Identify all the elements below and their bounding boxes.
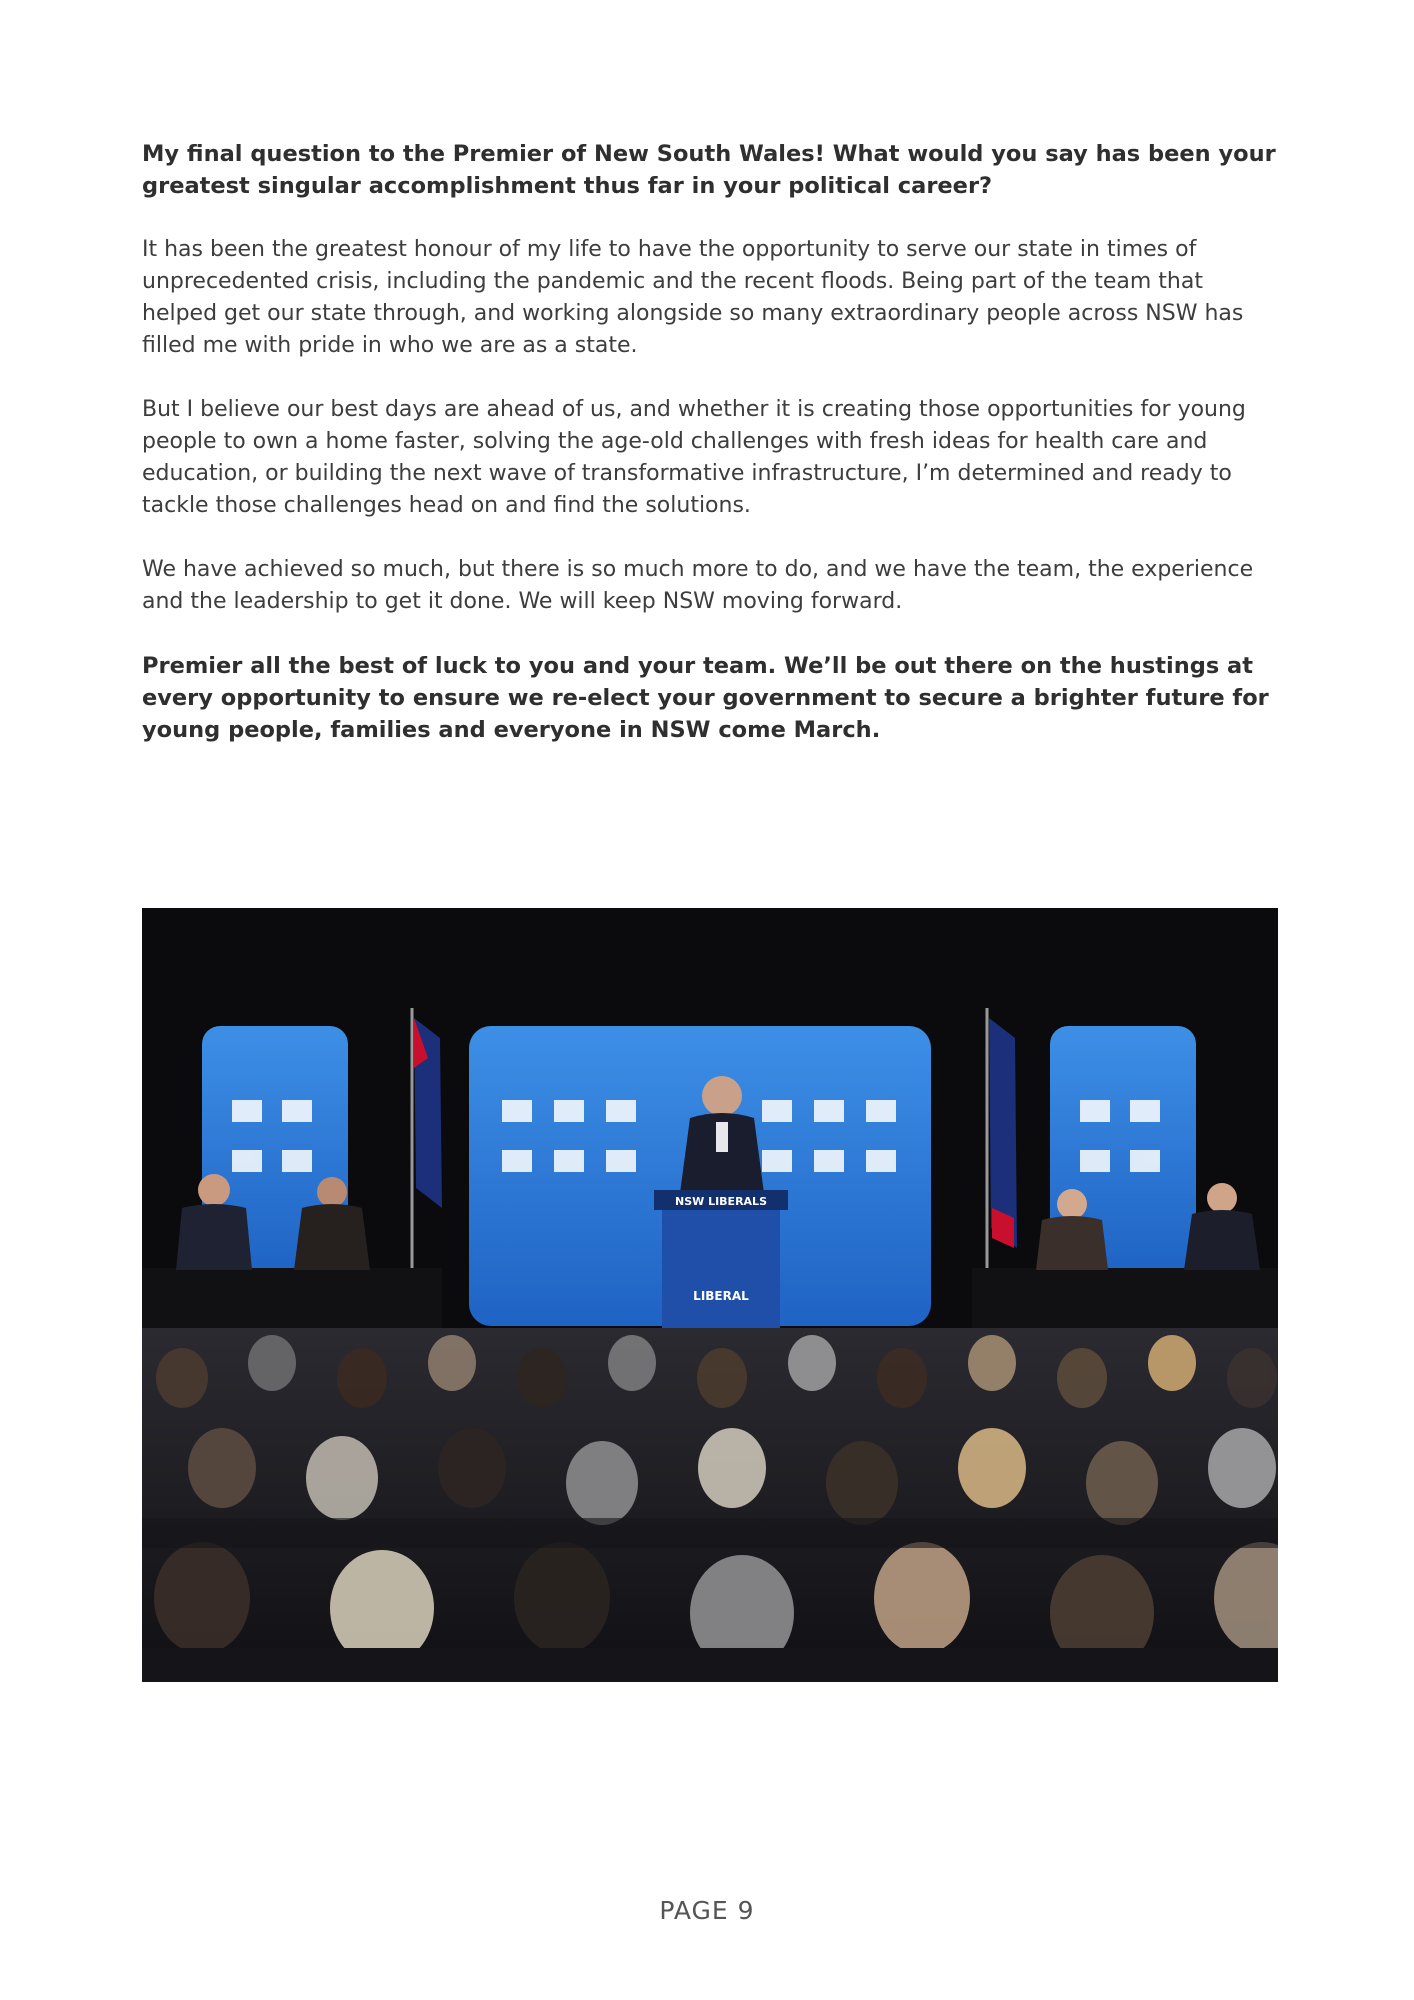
answer-paragraph-3: We have achieved so much, but there is so much more to do, and we have the team, the experience and the leadership to get it done. We will keep NSW moving forward.: [142, 557, 1254, 614]
closing-statement: Premier all the best of luck to you and your team. We’ll be out there on the hustings at every opportunity to ensure we re-elect your government to secure a brighter future for young people, families and everyone in NSW come March.: [142, 653, 1269, 743]
answer-paragraph-2: But I believe our best days are ahead of us, and whether it is creating those opportunities for young people to own a home faster, solving the age-old challenges with fresh ideas for health care and education, or building the next wave of transformative infrastructure, I’m determined and ready to tackle those challenges head on and find the solutions.: [142, 397, 1246, 518]
question-heading: My final question to the Premier of New South Wales! What would you say has been your greatest singular accomplishment thus far in your political career?: [142, 141, 1276, 199]
article-body: [142, 138, 1282, 746]
answer-paragraph-1: It has been the greatest honour of my life to have the opportunity to serve our state in times of unprecedented crisis, including the pandemic and the recent floods. Being part of the team that helped get our state through, and working alongside so many extraordinary people across NSW has filled me with pride in who we are as a state.: [142, 237, 1244, 358]
lectern-sign: NSW LIBERALS: [674, 1195, 768, 1208]
lectern-logo: LIBERAL: [693, 1289, 749, 1303]
lectern: [662, 1198, 780, 1348]
page-number: PAGE 9: [659, 1896, 755, 1925]
event-photo: [142, 908, 1278, 1682]
